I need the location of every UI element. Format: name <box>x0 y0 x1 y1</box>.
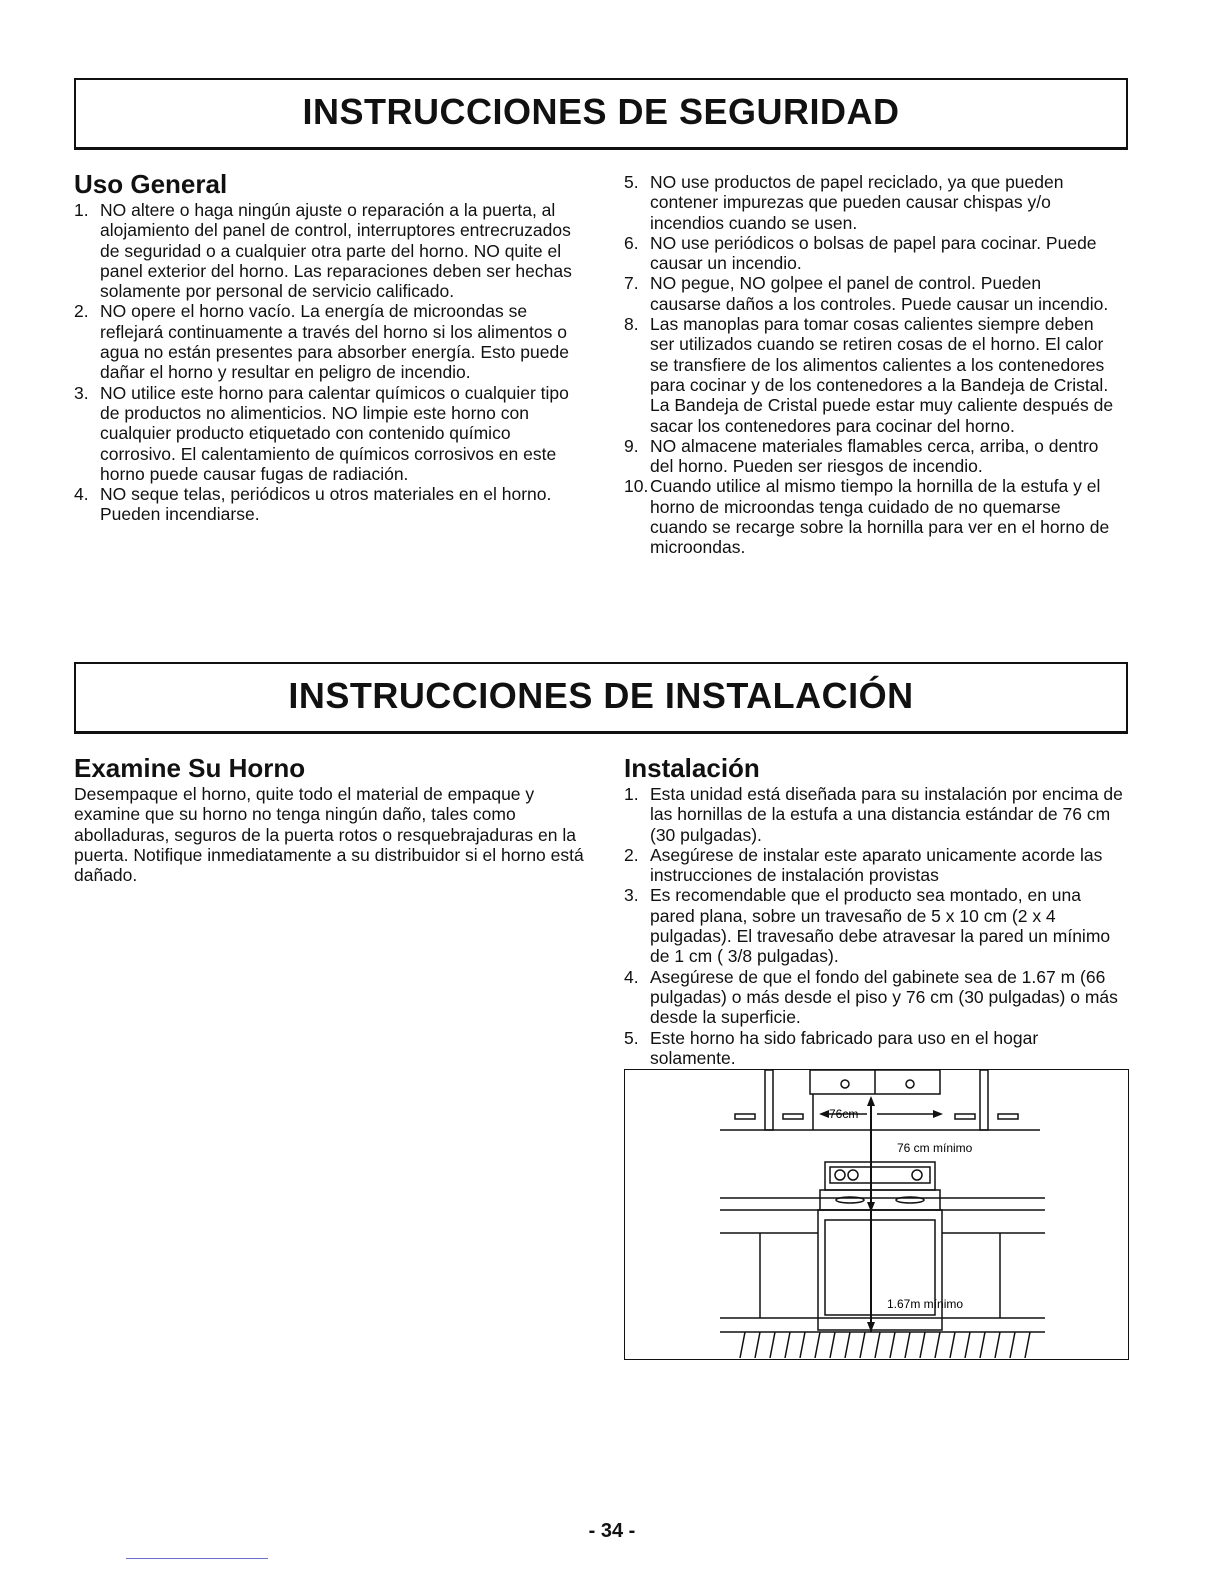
list-item: 7. NO pegue, NO golpee el panel de control. Pueden causarse daños a los controles. Puede causar un incendio. <box>624 273 1109 314</box>
list-item: 6. NO use periódicos o bolsas de papel para cocinar. Puede causar un incendio. <box>624 232 1097 274</box>
list-item: 4. NO seque telas, periódicos u otros materiales en el horno. Pueden incendiarse. <box>74 484 552 525</box>
general-use-heading: Uso General <box>74 169 228 199</box>
safety-section-title: INSTRUCCIONES DE SEGURIDAD <box>74 78 1128 150</box>
installation-heading: Instalación <box>624 753 760 783</box>
cooktop <box>820 1190 940 1210</box>
list-item: 3. NO utilice este horno para calentar químicos o cualquier tipo de productos no alimenticios. NO limpie este horno con cualquier producto etiquetado con contenido químico corrosivo. El calentamiento de químicos corrosivos en este horno puede causar fugas de radiación. <box>74 382 569 484</box>
page-number: - 34 - <box>588 1520 636 1542</box>
floor-hatching <box>740 1332 1030 1358</box>
microwave-knob <box>906 1080 914 1088</box>
list-item: 9. NO almacene materiales flamables cerca, arriba, o dentro del horno. Pueden ser riesgos de incendio. <box>624 435 1099 477</box>
list-item: 1. NO altere o haga ningún ajuste o reparación a la puerta, al alojamiento del panel de control, interruptores entrecruzados de seguridad o a cualquier otra parte del horno. NO quite el panel exterior del horno. Las reparaciones deben ser hechas solamente por personal de servicio calificado. <box>74 200 572 302</box>
list-item: 5. NO use productos de papel reciclado, ya que pueden contener impurezas que pueden causar chispas y/o incendios cuando se usen. <box>624 172 1064 233</box>
stove-knob <box>835 1170 845 1180</box>
list-item: 2. Asegúrese de instalar este aparato unicamente acorde las instrucciones de instalación provistas <box>624 844 1103 886</box>
cabinet-right-frame <box>980 1070 988 1130</box>
label-76cm: 76cm <box>829 1107 859 1121</box>
stove-knob <box>912 1170 922 1180</box>
footer-rule <box>126 1558 268 1559</box>
stove-knob <box>848 1170 858 1180</box>
list-item: 4. Asegúrese de que el fondo del gabinete sea de 1.67 m (66 pulgadas) o más desde el piso y 76 cm (30 pulgadas) o más desde la superficie. <box>624 966 1118 1028</box>
list-item: 2. NO opere el horno vacío. La energía de microondas se reflejará continuamente a través del horno si los alimentos o agua no están presentes para absorber energía. Esto puede dañar el horno y resultar en peligro de incendio. <box>74 301 569 383</box>
microwave-knob <box>841 1080 849 1088</box>
label-76cm-minimo: 76 cm mínimo <box>897 1141 973 1155</box>
safety-list-left <box>74 200 574 525</box>
list-item: 1. Esta unidad está diseñada para su instalación por encima de las hornillas de la estufa a una distancia estándar de 76 cm (30 pulgadas). <box>624 784 1123 845</box>
arrow-head-right <box>933 1110 943 1118</box>
cabinet-handle <box>955 1114 975 1119</box>
cabinet-handle <box>735 1114 755 1119</box>
installation-diagram-svg <box>625 1070 1127 1358</box>
arrow-head-left <box>819 1110 829 1118</box>
examine-paragraph: Desempaque el horno, quite todo el material de empaque y examine que su horno no tenga ningún daño, tales como abolladuras, seguros de la puerta rotos o resquebrajaduras en la puerta. Notifique inmediatamente a su distribuidor si el horno está dañado. <box>74 784 584 886</box>
safety-list-right <box>624 172 1114 558</box>
stove-backguard <box>825 1162 935 1190</box>
installation-list <box>624 784 1124 1068</box>
cabinet-handle <box>783 1114 803 1119</box>
arrow-head-up <box>867 1096 875 1106</box>
installation-diagram <box>624 1069 1129 1360</box>
stove-body <box>818 1210 942 1330</box>
label-167m-minimo: 1.67m mínimo <box>887 1297 964 1311</box>
installation-section-title: INSTRUCCIONES DE INSTALACIÓN <box>74 662 1128 734</box>
safety-left-column <box>74 170 574 525</box>
list-item: 3. Es recomendable que el producto sea montado, en una pared plana, sobre un travesaño de 5 x 10 cm (2 x 4 pulgadas). El travesaño debe atravesar la pared un mínimo de 1 cm ( 3/8 pulgadas). <box>624 885 1111 967</box>
list-item: 8. Las manoplas para tomar cosas calientes siempre deben ser utilizados cuando se retiren cosas de el horno. El calor se transfiere de los alimentos calientes a los contenedores para cocinar y de los contenedores a la Bandeja de Cristal. La Bandeja de Cristal puede estar muy caliente después de sacar los contenedores para cocinar del horno. <box>624 314 1114 436</box>
cabinet-handle <box>998 1114 1018 1119</box>
installation-column <box>624 754 1124 1068</box>
list-item: 5. Este horno ha sido fabricado para uso en el hogar solamente. <box>624 1027 1039 1068</box>
cabinet-left-frame <box>765 1070 773 1130</box>
safety-right-column <box>624 172 1114 558</box>
examine-column <box>74 754 584 885</box>
examine-heading: Examine Su Horno <box>74 753 306 783</box>
list-item: 10. Cuando utilice al mismo tiempo la hornilla de la estufa y el horno de microondas tenga cuidado de no quemarse cuando se recarge sobre la hornilla para ver en el horno de microondas. <box>624 476 1110 558</box>
